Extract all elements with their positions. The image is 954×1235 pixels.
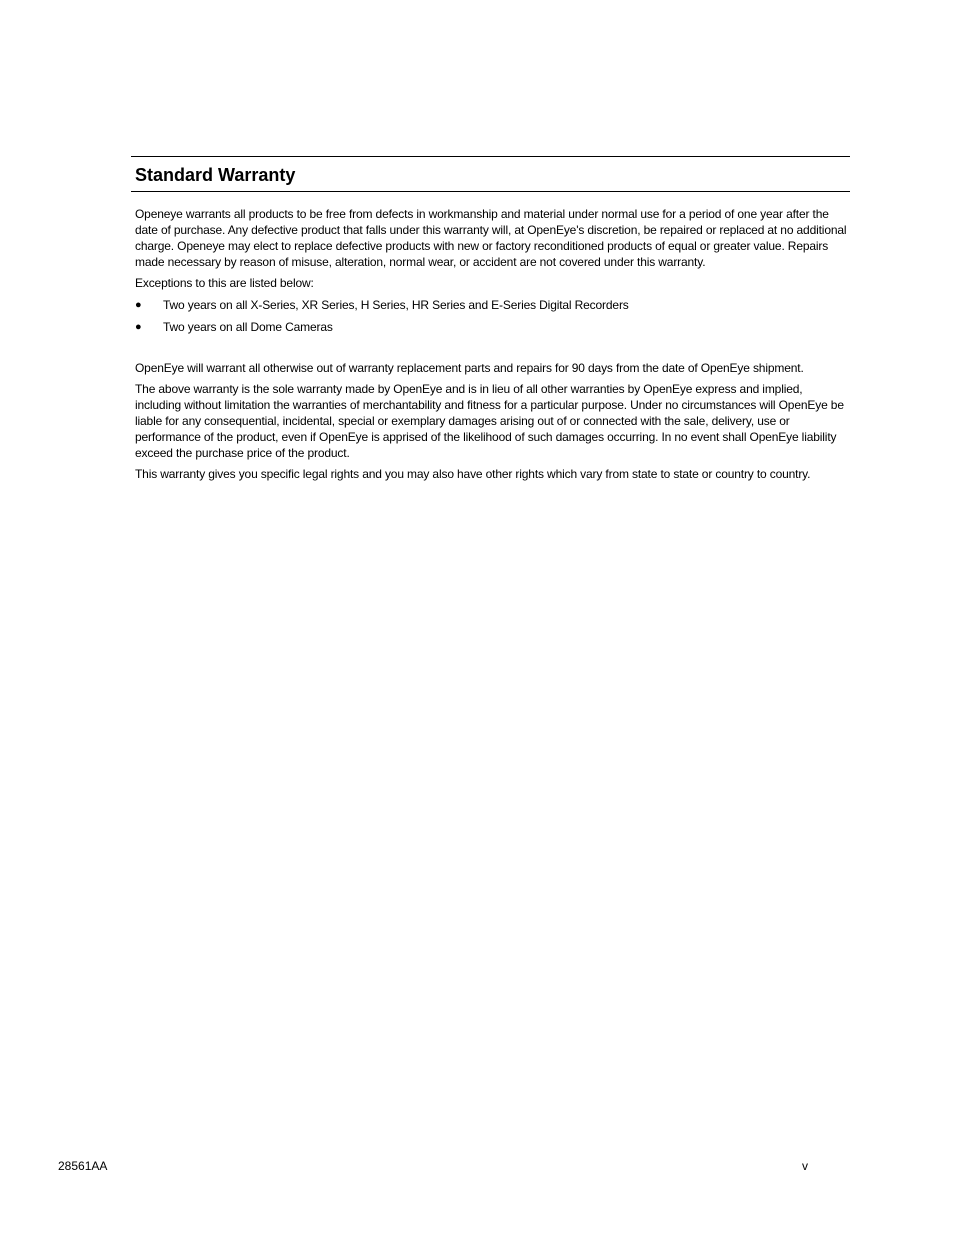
footer-page-number: v (802, 1159, 808, 1173)
bullet-icon: ● (135, 299, 142, 311)
sole-warranty-paragraph: The above warranty is the sole warranty made by OpenEye and is in lieu of all other warranties by OpenEye express and implied, including without limitation the warranties of merchantability and fitness for a particular purpose. Under no circumstances will OpenEye be liable for any consequential, incidental, special or exemplary damages arising out of or connected with the sale, delivery, use or performance of the product, even if OpenEye is apprised of the likelihood of such damages occurring. In no event shall OpenEye liability exceed the purchase price of the product. (135, 382, 844, 460)
exceptions-list (135, 297, 851, 341)
section-heading-block (131, 156, 850, 192)
page-title: Standard Warranty (135, 165, 296, 185)
list-item (135, 319, 851, 341)
bullet-icon: ● (135, 321, 142, 333)
exceptions-label: Exceptions to this are listed below: (135, 276, 314, 290)
list-item (135, 297, 851, 319)
list-item-text: Two years on all Dome Cameras (163, 320, 333, 334)
footer-doc-number: 28561AA (58, 1159, 108, 1173)
warranty-intro-paragraph: Openeye warrants all products to be free from defects in workmanship and material under normal use for a period of one year after the date of purchase. Any defective product that falls under this warranty will, at OpenEye's discretion, be repaired or replaced at no additional charge. Openeye may elect to replace defective products with new or factory reconditioned products of equal or greater value. Repairs made necessary by reason of misuse, alteration, normal wear, or accident are not covered under this warranty. (135, 207, 847, 269)
list-item-text: Two years on all X-Series, XR Series, H Series, HR Series and E-Series Digital Recorders (163, 298, 629, 312)
legal-rights-paragraph: This warranty gives you specific legal rights and you may also have other rights which vary from state to state or country to country. (135, 467, 811, 481)
parts-warranty-paragraph: OpenEye will warrant all otherwise out of warranty replacement parts and repairs for 90 days from the date of OpenEye shipment. (135, 361, 804, 375)
